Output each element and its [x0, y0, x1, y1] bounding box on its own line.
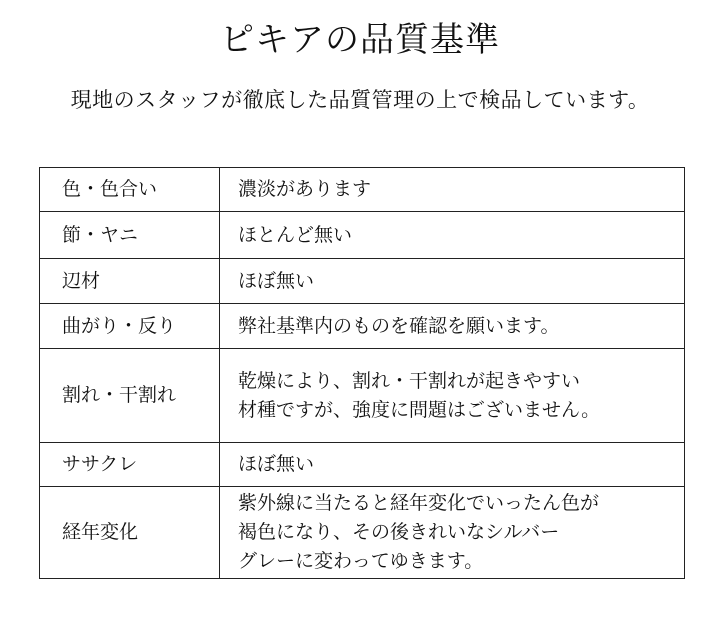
table-row [40, 443, 685, 487]
table-row [40, 168, 685, 212]
table-row [40, 212, 685, 259]
table-row [40, 259, 685, 304]
row-label: 曲がり・反り [40, 304, 220, 349]
row-label: 経年変化 [40, 487, 220, 579]
row-label: 節・ヤニ [40, 212, 220, 259]
table-row [40, 304, 685, 349]
row-label: ササクレ [40, 443, 220, 487]
row-value: ほぼ無い [220, 259, 685, 304]
page-title: ピキアの品質基準 [220, 20, 500, 60]
row-value: 濃淡があります [220, 168, 685, 212]
row-value: 乾燥により、割れ・干割れが起きやすい 材種ですが、強度に問題はございません。 [220, 349, 685, 443]
row-value: ほぼ無い [220, 443, 685, 487]
row-value: ほとんど無い [220, 212, 685, 259]
row-label: 割れ・干割れ [40, 349, 220, 443]
row-value: 紫外線に当たると経年変化でいったん色が 褐色になり、その後きれいなシルバー グレーに変わってゆきます。 [220, 487, 685, 579]
page-subtitle: 現地のスタッフが徹底した品質管理の上で検品しています。 [70, 88, 650, 112]
table-row [40, 487, 685, 579]
table-row [40, 349, 685, 443]
quality-standards-table [39, 167, 685, 579]
row-label: 色・色合い [40, 168, 220, 212]
row-label: 辺材 [40, 259, 220, 304]
row-value: 弊社基準内のものを確認を願います。 [220, 304, 685, 349]
